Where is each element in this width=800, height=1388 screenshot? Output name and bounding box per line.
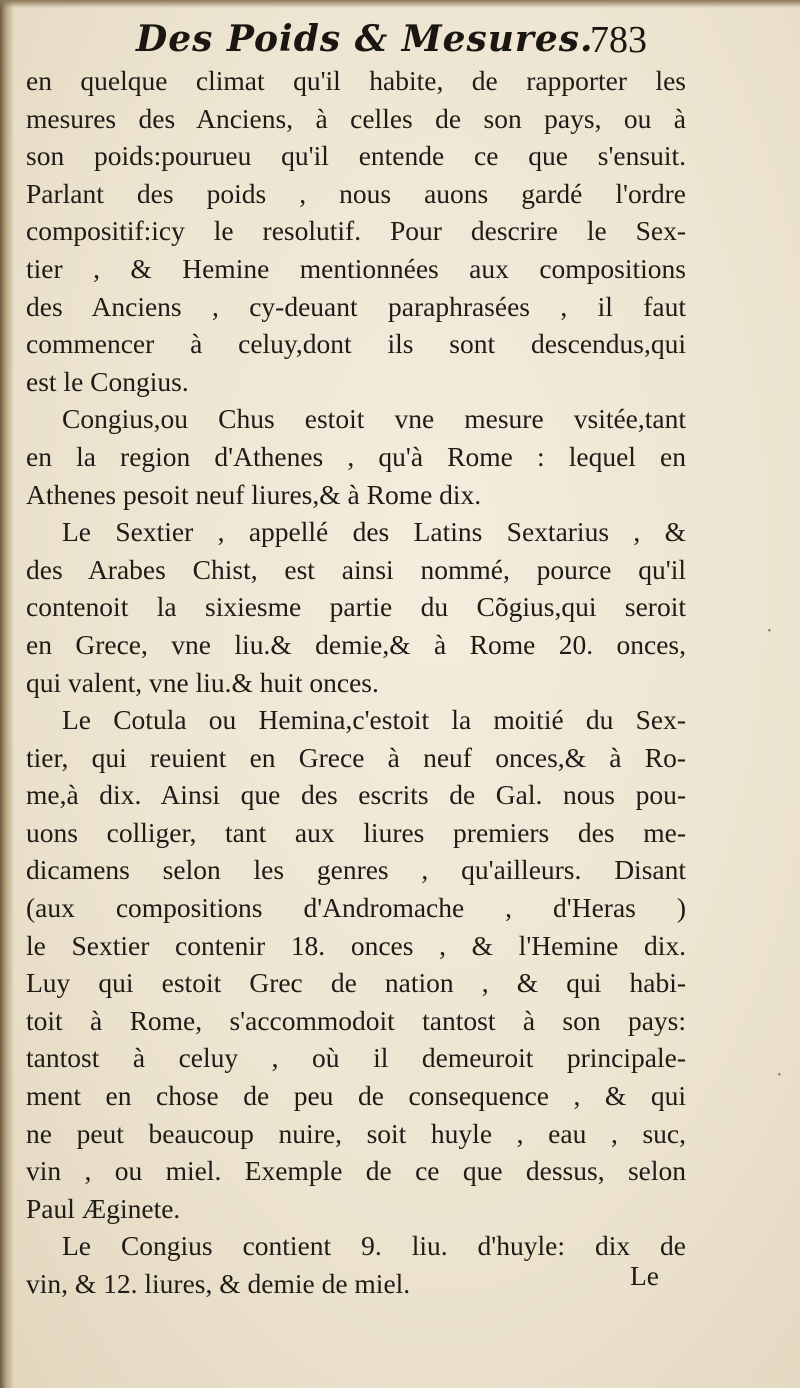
text-line: Le Congius contient 9. liu. d'huyle: dix de (62, 1230, 686, 1262)
text-line: vin, & 12. liures, & demie de miel. (26, 1268, 411, 1299)
text-line: (aux compositions d'Andromache , d'Heras ) (26, 892, 686, 924)
text-line: vin , ou miel. Exemple de ce que dessus, selon (26, 1155, 686, 1187)
text-line: contenoit la sixiesme partie du Cõgius,qui seroit (26, 591, 686, 623)
text-line: compositif:icy le resolutif. Pour descrire le Sex- (26, 215, 686, 247)
margin-speck: · (776, 1064, 783, 1086)
catchword: Le (630, 1260, 660, 1291)
text-line: ne peut beaucoup nuire, soit huyle , eau , suc, (26, 1117, 686, 1149)
text-line: Congius,ou Chus estoit vne mesure vsitée,tant (62, 403, 686, 435)
text-line: dicamens selon les genres , qu'ailleurs. Disant (26, 854, 686, 886)
running-head (0, 12, 800, 62)
text-line: en Grece, vne liu.& demie,& à Rome 20. onces, (26, 628, 686, 660)
body-text (26, 62, 686, 1303)
text-line: des Arabes Chist, est ainsi nommé, pource qu'il (26, 553, 686, 585)
text-line: Athenes pesoit neuf liures,& à Rome dix. (26, 478, 482, 510)
text-line: Paul Æginete. (26, 1192, 181, 1224)
text-line: en quelque climat qu'il habite, de rapporter les (26, 65, 686, 96)
text-line: commencer à celuy,dont ils sont descendus,qui (26, 328, 686, 360)
text-line: tier, qui reuient en Grece à neuf onces,& à Ro- (26, 741, 686, 773)
text-line: Parlant des poids , nous auons gardé l'ordre (26, 177, 686, 209)
text-line: son poids:pourueu qu'il entende ce que s'ensuit. (26, 140, 686, 172)
text-line: qui valent, vne liu.& huit onces. (26, 666, 379, 698)
text-line: Le Sextier , appellé des Latins Sextarius , & (62, 516, 686, 548)
text-line: me,à dix. Ainsi que des escrits de Gal. nous pou- (26, 779, 686, 811)
text-line: mesures des Anciens, à celles de son pays, ou à (26, 102, 686, 134)
running-title: Des Poids & Mesures. (136, 18, 594, 60)
text-line: est le Congius. (26, 365, 189, 397)
text-line: le Sextier contenir 18. onces , & l'Hemine dix. (26, 929, 686, 961)
text-line: tier , & Hemine mentionnées aux compositions (26, 252, 686, 284)
text-line: Luy qui estoit Grec de nation , & qui habi- (26, 967, 686, 999)
top-edge-shadow (0, 0, 800, 8)
text-line: ment en chose de peu de consequence , & qui (26, 1080, 686, 1112)
spine-shadow (0, 0, 14, 1388)
text-line: des Anciens , cy-deuant paraphrasées , il faut (26, 290, 686, 322)
page-number: 783 (590, 19, 647, 61)
text-line: toit à Rome, s'accommodoit tantost à son pays: (26, 1004, 686, 1036)
text-line: Le Cotula ou Hemina,c'estoit la moitié du Sex- (62, 704, 686, 736)
text-line: tantost à celuy , où il demeuroit principale- (26, 1042, 686, 1074)
text-line: uons colliger, tant aux liures premiers des me- (26, 816, 686, 848)
text-line: en la region d'Athenes , qu'à Rome : lequel en (26, 440, 686, 472)
margin-speck: · (766, 620, 773, 642)
